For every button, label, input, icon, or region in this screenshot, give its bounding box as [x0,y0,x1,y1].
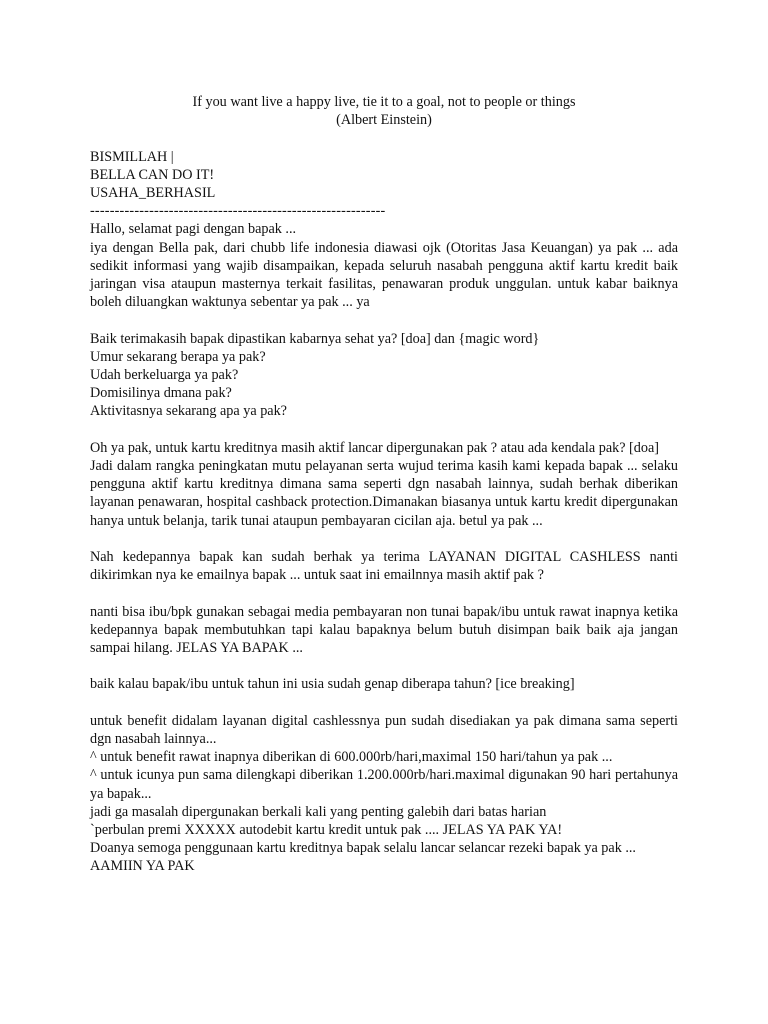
benefits-section [90,712,678,876]
benefit-icu: ^ untuk icunya pun sama dilengkapi diberikan 1.200.000rb/hari.maximal digunakan 90 hari pertahunya ya bapak... [90,767,678,802]
question-health: Baik terimakasih bapak dipastikan kabarnya sehat ya? [doa] dan {magic word} [90,330,540,347]
spacer [90,694,678,712]
quote-text: If you want live a happy live, tie it to a goal, not to people or things [192,94,576,110]
intro-section [90,220,678,311]
question-domicile: Domisilinya dmana pak? [90,385,232,402]
spacer [90,657,678,675]
age-question-line: baik kalau bapak/ibu untuk tahun ini usia sudah genap diberapa tahun? [ice breaking] [90,676,575,693]
card-check-section [90,439,678,530]
spacer [90,311,678,329]
divider-line: ------------------------------------------------------------ [90,203,386,220]
header-block [90,148,678,221]
header-line-bismillah: BISMILLAH | [90,148,174,165]
question-activity: Aktivitasnya sekarang apa ya pak? [90,403,287,420]
intro-paragraph: iya dengan Bella pak, dari chubb life indonesia diawasi ojk (Otoritas Jasa Keuangan) ya pak ... ada sedikit informasi yang wajib disampaikan, kepada seluruh nasabah pengguna aktif kartu kredit baik jaringan visa ataupun masternya terkait fasilitas, penawaran produk unggulan. untuk kabar baiknya boleh diluangkan waktunya sebentar ya pak ... ya [90,239,678,311]
cashless-paragraph: Nah kedepannya bapak kan sudah berhak ya terima LAYANAN DIGITAL CASHLESS nanti dikirimkan nya ke emailnya bapak ... untuk saat ini emailnnya masih aktif pak ? [90,549,678,584]
closing-prayer: Doanya semoga penggunaan kartu kreditnya bapak selalu lancar selancar rezeki bapak ya pak ... [90,840,636,857]
quote-author: (Albert Einstein) [336,112,432,129]
benefits-intro: untuk benefit didalam layanan digital cashlessnya pun sudah disediakan ya pak dimana sama seperti dgn nasabah lainnya... [90,712,678,747]
header-line-motto: BELLA CAN DO IT! [90,166,215,183]
spacer [90,421,678,439]
card-check-paragraph: Jadi dalam rangka peningkatan mutu pelayanan serta wujud terima kasih kami kepada bapak ... selaku pengguna aktif kartu kreditnya dimana sama seperti dgn nasabah lainnya, sudah berhak diberikan layanan penawaran, hospital cashback protection.Dimanakan biasanya untuk kartu kredit dipergunakan hanya untuk belanja, tarik tunai ataupun pembayaran cicilan aja. betul ya pak ... [90,458,678,529]
benefit-note: jadi ga masalah dipergunakan berkali kali yang penting galebih dari batas harian [90,803,547,820]
amen-line: AAMIIN YA PAK [90,858,195,875]
questions-section [90,330,678,421]
usage-paragraph: nanti bisa ibu/bpk gunakan sebagai media pembayaran non tunai bapak/ibu untuk rawat inapnya ketika kedepannya bapak membutuhkan tapi kalau bapaknya belum butuh disimpan baik baik aja jangan sampai hilang. JELAS YA BAPAK ... [90,603,678,657]
header-line-usaha: USAHA_BERHASIL [90,185,216,201]
benefit-inpatient: ^ untuk benefit rawat inapnya diberikan di 600.000rb/hari,maximal 150 hari/tahun ya pak ... [90,749,613,766]
epigraph [90,93,678,129]
spacer [90,584,678,602]
question-age: Umur sekarang berapa ya pak? [90,348,266,365]
card-status-question: Oh ya pak, untuk kartu kreditnya masih aktif lancar dipergunakan pak ? atau ada kendala pak? [doa] [90,439,659,456]
question-family: Udah berkeluarga ya pak? [90,367,239,384]
spacer [90,530,678,548]
document-page [90,93,678,876]
greeting-line: Hallo, selamat pagi dengan bapak ... [90,221,297,238]
premium-line: `perbulan premi XXXXX autodebit kartu kredit untuk pak .... JELAS YA PAK YA! [90,822,563,839]
